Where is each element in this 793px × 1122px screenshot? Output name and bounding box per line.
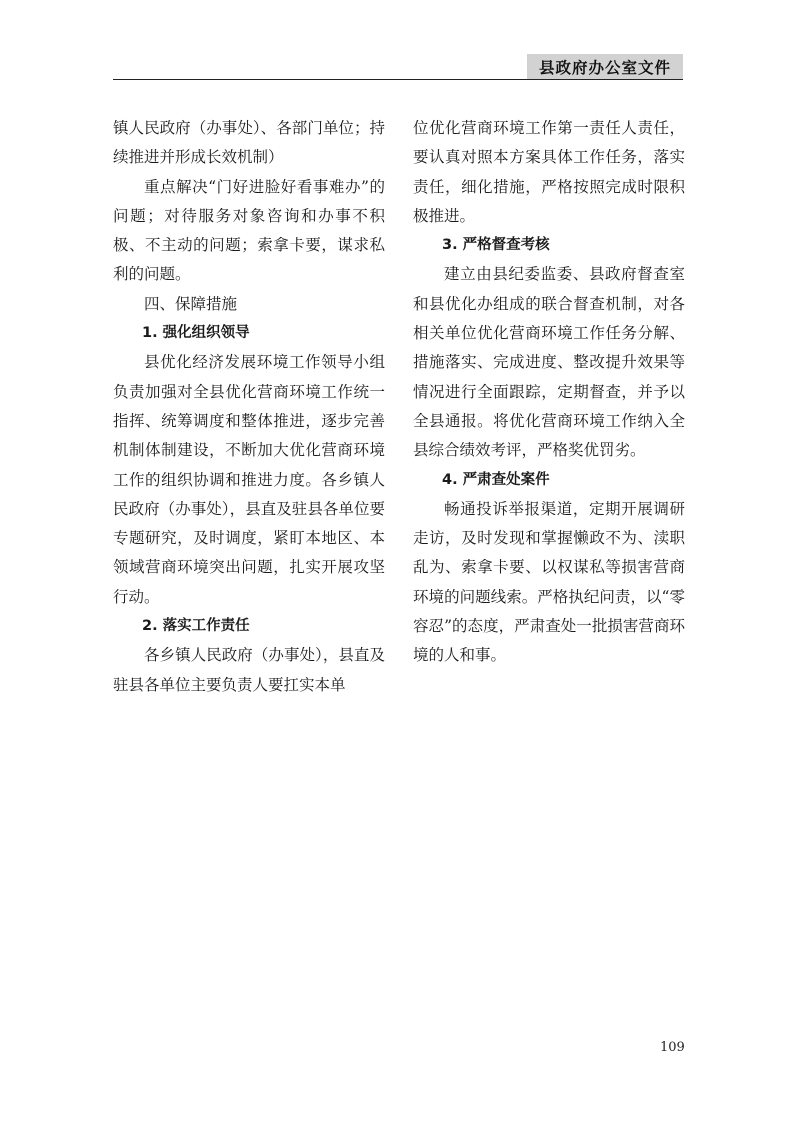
paragraph-implement-responsibility: 各乡镇人民政府（办事处），县直及驻县各单位主要负责人要扛实本单 [113, 646, 385, 694]
paragraph-organization-leadership: 县优化经济发展环境工作领导小组负责加强对全县优化营商环境工作统一指挥、统筹调度和整体推进，逐步完善机制体制建设，不断加大优化营商环境工作的组织协调和推进力度。各乡镇人民政府（办事处），县直及驻县各单位要专题研究，及时调度，紧盯本地区、本领域营商环境突出问题，扎实开展攻坚行动。 [113, 353, 385, 606]
left-column [113, 114, 385, 700]
paragraph-continued: 镇人民政府（办事处）、各部门单位；持续推进并形成长效机制） [113, 119, 385, 167]
paragraph-supervision-assessment: 建立由县纪委监委、县政府督查室和县优化办组成的联合督查机制，对各相关单位优化营商环境工作任务分解、措施落实、完成进度、整改提升效果等情况进行全面跟踪，定期督查，并予以全县通报。将优化营商环境工作纳入全县综合绩效考评，严格奖优罚劣。 [413, 265, 685, 460]
right-column [413, 114, 685, 671]
paragraph-case-investigation: 畅通投诉举报渠道，定期开展调研走访，及时发现和掌握懒政不为、渎职乱为、索拿卡要、以权谋私等损害营商环境的问题线索。严格执纪问责，以“零容忍”的态度，严肃查处一批损害营商环境的人和事。 [413, 499, 685, 665]
heading-supervision-assessment: 3. 严格督查考核 [442, 237, 550, 254]
heading-implement-responsibility: 2. 落实工作责任 [142, 618, 250, 635]
header-document-title: 县政府办公室文件 [527, 54, 683, 79]
section-title-safeguards: 四、保障措施 [144, 294, 238, 313]
page-number: 109 [660, 1040, 685, 1055]
heading-organization-leadership: 1. 强化组织领导 [142, 325, 250, 342]
paragraph-responsibility-continued: 位优化营商环境工作第一责任人责任，要认真对照本方案具体工作任务，落实责任，细化措施，严格按照完成时限积极推进。 [413, 119, 685, 225]
heading-case-investigation: 4. 严肃查处案件 [442, 471, 550, 488]
paragraph-key-issues: 重点解决“门好进脸好看事难办”的问题；对待服务对象咨询和办事不积极、不主动的问题；索拿卡要，谋求私利的问题。 [113, 177, 385, 284]
header-rule [113, 79, 683, 80]
